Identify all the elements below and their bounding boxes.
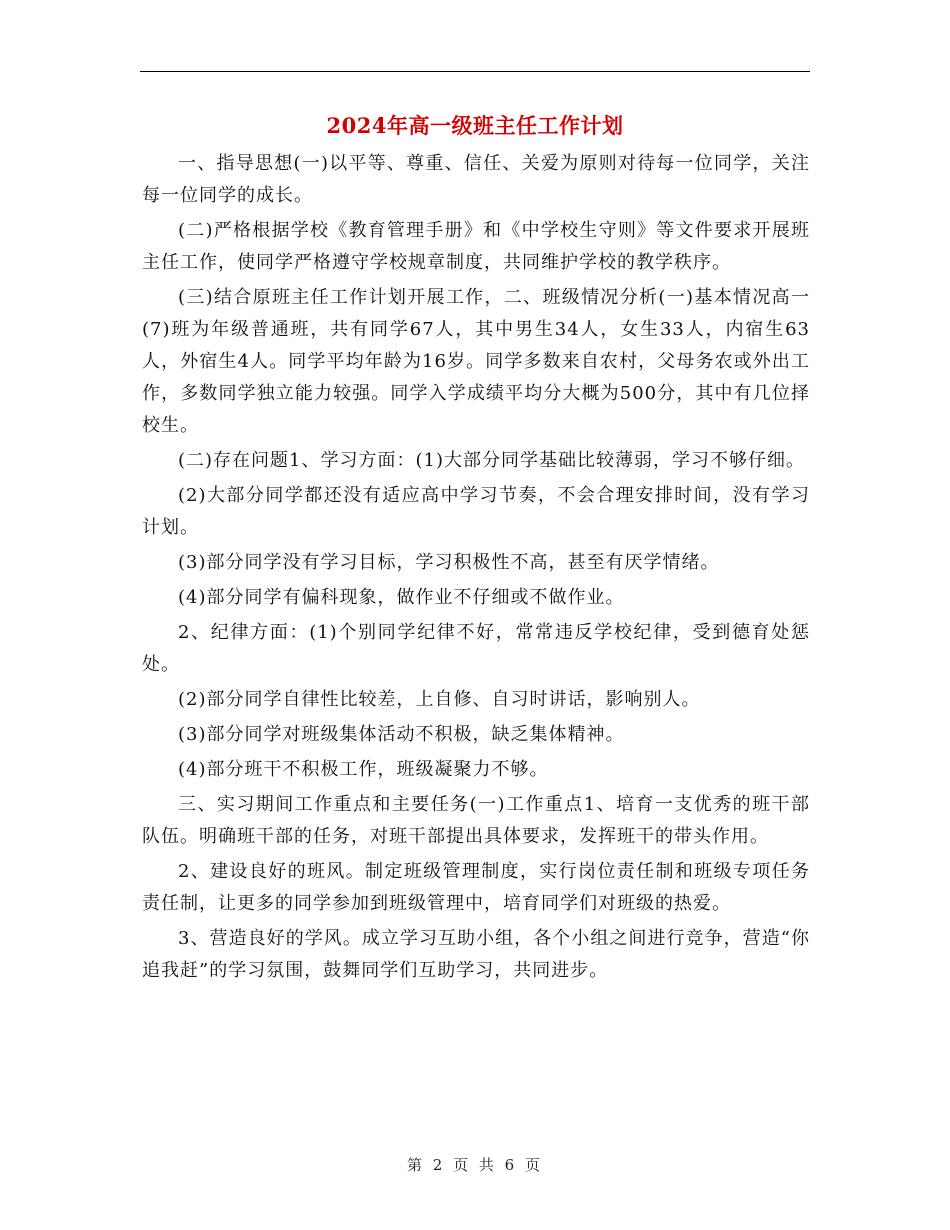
paragraph: 三、实习期间工作重点和主要任务(一)工作重点1、培育一支优秀的班干部队伍。明确班干部的任务，对班干部提出具体要求，发挥班干的带头作用。: [142, 794, 810, 847]
document-title: 2024年高一级班主任工作计划: [326, 113, 624, 138]
paragraph: (2)部分同学自律性比较差，上自修、自习时讲话，影响别人。: [178, 689, 701, 710]
paragraph: (三)结合原班主任工作计划开展工作，二、班级情况分析(一)基本情况高一(7)班为年级普通班，共有同学67人，其中男生34人，女生33人，内宿生63人，外宿生4人。同学平均年龄为16岁。同学多数来自农村，父母务农或外出工作，多数同学独立能力较强。同学入学成绩平均分大概为500分，其中有几位择校生。: [142, 287, 810, 436]
paragraph: 一、指导思想(一)以平等、尊重、信任、关爱为原则对待每一位同学，关注每一位同学的成长。: [142, 153, 810, 206]
paragraph: (2)大部分同学都还没有适应高中学习节奏，不会合理安排时间，没有学习计划。: [142, 485, 810, 538]
page-number: 第 2 页 共 6 页: [407, 1156, 543, 1174]
paragraph: 2、建设良好的班风。制定班级管理制度，实行岗位责任制和班级专项任务责任制，让更多的同学参加到班级管理中，培育同学们对班级的热爱。: [142, 861, 810, 914]
paragraph: (二)严格根据学校《教育管理手册》和《中学校生守则》等文件要求开展班主任工作，使同学严格遵守学校规章制度，共同维护学校的教学秩序。: [142, 220, 810, 273]
paragraph: 2、纪律方面：(1)个别同学纪律不好，常常违反学校纪律，受到德育处惩处。: [142, 622, 810, 675]
paragraph: (3)部分同学没有学习目标，学习积极性不高，甚至有厌学情绪。: [178, 552, 720, 573]
header-rule: [140, 71, 810, 72]
paragraph: (4)部分班干不积极工作，班级凝聚力不够。: [178, 759, 549, 780]
paragraph: (二)存在问题1、学习方面：(1)大部分同学基础比较薄弱，学习不够仔细。: [178, 450, 805, 471]
document-body: [142, 148, 810, 990]
paragraph: 3、营造良好的学风。成立学习互助小组，各个小组之间进行竞争，营造“你追我赶”的学习氛围，鼓舞同学们互助学习，共同进步。: [142, 928, 810, 981]
paragraph: (4)部分同学有偏科现象，做作业不仔细或不做作业。: [178, 587, 625, 608]
paragraph: (3)部分同学对班级集体活动不积极，缺乏集体精神。: [178, 724, 625, 745]
